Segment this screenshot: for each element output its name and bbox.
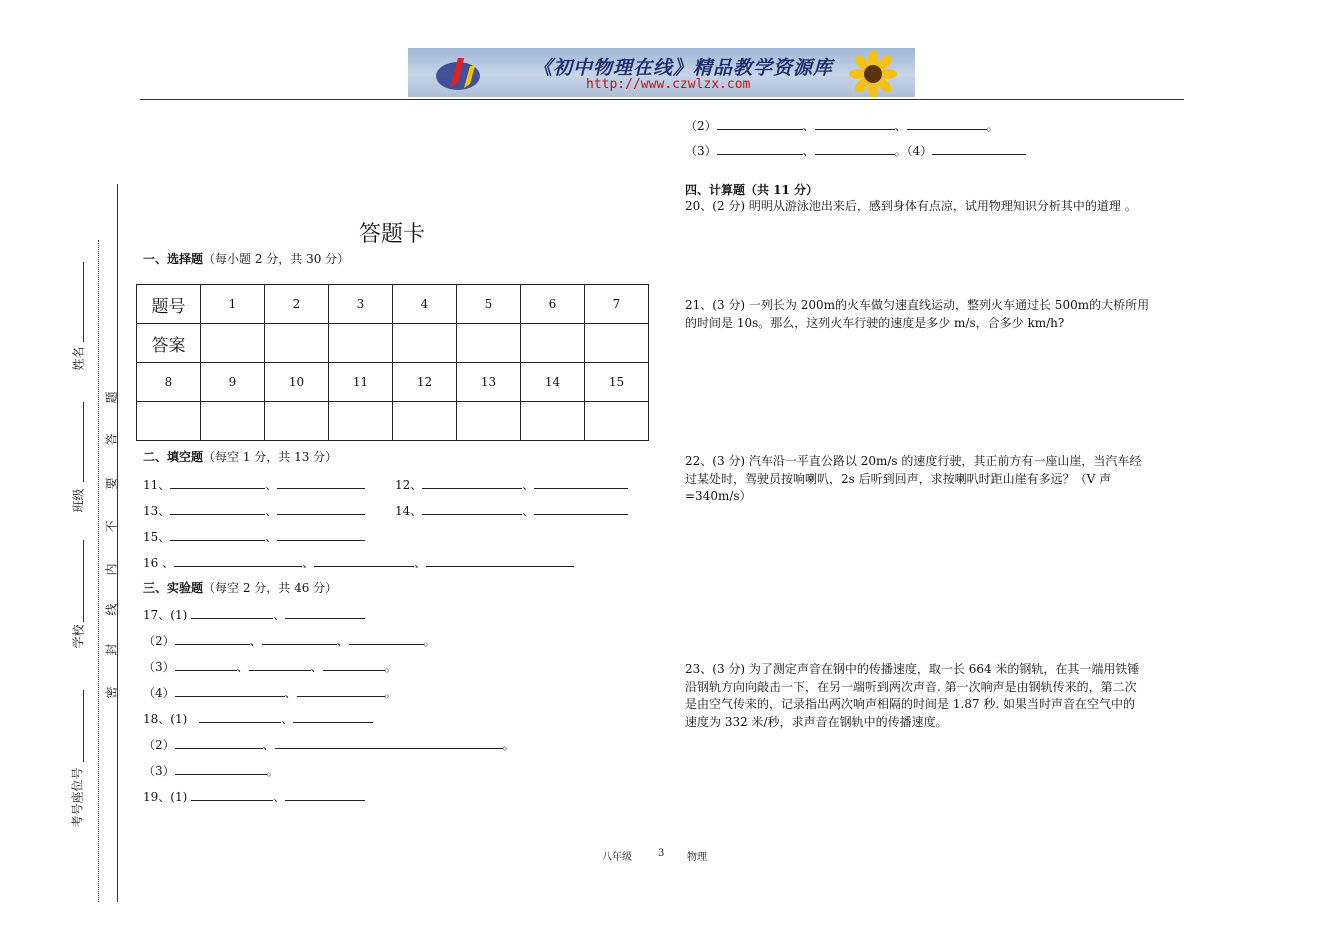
fill-q11	[143, 476, 365, 493]
separator: 、	[522, 504, 535, 518]
question-number: 9	[201, 363, 265, 402]
exp-q19-1	[143, 788, 365, 805]
header-rule	[140, 99, 1184, 100]
q-number: 19、(1)	[143, 790, 188, 804]
blank[interactable]	[191, 788, 273, 801]
section3-heading	[143, 579, 337, 596]
blank[interactable]	[191, 606, 273, 619]
blank[interactable]	[426, 554, 574, 567]
exp-q17-4	[143, 684, 397, 701]
period: 。	[502, 738, 515, 752]
answer-cell[interactable]	[457, 324, 521, 363]
blank[interactable]	[275, 736, 503, 749]
exp-q17-3	[143, 658, 397, 675]
answer-table	[136, 284, 649, 441]
q21-line: 的时间是 10s。那么，这列火车行驶的速度是多少 m/s，合多少 km/h?	[685, 315, 1065, 330]
answer-cell[interactable]	[393, 324, 457, 363]
exp-q19-2	[685, 117, 999, 134]
question-22	[685, 453, 1141, 506]
answer-cell[interactable]	[265, 402, 329, 441]
separator: 、	[302, 556, 315, 570]
question-number: 13	[457, 363, 521, 402]
table-row	[137, 363, 649, 402]
blank[interactable]	[170, 528, 265, 541]
question-number: 10	[265, 363, 329, 402]
separator: 、	[281, 712, 294, 726]
period: 。	[423, 634, 436, 648]
label-name: 姓名	[71, 346, 86, 371]
answer-cell[interactable]	[521, 402, 585, 441]
q-number: 17、(1)	[143, 608, 188, 622]
fill-q13	[143, 502, 365, 519]
blank[interactable]	[534, 476, 628, 489]
card-title: 答题卡	[359, 222, 426, 247]
blank[interactable]	[293, 710, 373, 723]
warning-char: 题	[104, 391, 119, 404]
header-banner	[408, 48, 915, 97]
q-number: （2）	[143, 634, 175, 648]
class-underline	[83, 402, 84, 482]
answer-cell[interactable]	[521, 324, 585, 363]
separator: 、	[336, 634, 349, 648]
separator: 、	[414, 556, 427, 570]
q-number: 12、	[395, 478, 423, 492]
exp-q17-1	[143, 606, 365, 623]
separator: 、	[265, 530, 278, 544]
separator: 、	[310, 660, 323, 674]
header-label-cell: 题号	[137, 285, 201, 324]
separator: 、	[265, 478, 278, 492]
label-class: 班级	[71, 488, 86, 513]
q22-line: =340m/s）	[685, 489, 752, 503]
q-number: （3）	[143, 660, 175, 674]
blank[interactable]	[285, 606, 365, 619]
q-number: （3）	[143, 764, 175, 778]
q-number: （2）	[685, 119, 717, 133]
section1-note: （每小题 2 分，共 30 分）	[203, 252, 350, 266]
section3-label: 三、实验题	[143, 581, 204, 595]
question-23	[685, 661, 1139, 731]
q21-line: 21、(3 分) 一列长为 200m的火车做匀速直线运动，整列火车通过长 500m的大桥所用	[685, 298, 1150, 312]
question-number: 7	[585, 285, 649, 324]
fill-q12	[395, 476, 628, 493]
section1-label: 一、选择题	[143, 252, 204, 266]
q-number: 15、	[143, 530, 171, 544]
blank[interactable]	[175, 632, 250, 645]
section2-note: （每空 1 分，共 13 分）	[203, 450, 338, 464]
section2-label: 二、填空题	[143, 450, 204, 464]
blank[interactable]	[422, 502, 522, 515]
footer-subject: 物理	[687, 852, 707, 863]
blank[interactable]	[170, 476, 265, 489]
warning-char: 不	[104, 520, 119, 533]
answer-cell[interactable]	[265, 324, 329, 363]
question-number: 5	[457, 285, 521, 324]
separator: 、	[273, 608, 286, 622]
question-number: 6	[521, 285, 585, 324]
sunflower-icon	[835, 48, 905, 97]
question-number: 15	[585, 363, 649, 402]
binding-dashed-line	[98, 240, 99, 902]
fill-q16	[143, 554, 574, 571]
section1-heading	[143, 250, 349, 267]
question-21	[685, 297, 1149, 332]
answer-cell[interactable]	[201, 324, 265, 363]
blank[interactable]	[277, 476, 365, 489]
question-number: 12	[393, 363, 457, 402]
q23-line: 23、(3 分) 为了测定声音在钢中的传播速度，取一长 664 米的钢轨，在其一端用铁锤	[685, 662, 1140, 676]
blank[interactable]	[262, 632, 337, 645]
separator: 、	[522, 478, 535, 492]
section2-heading	[143, 448, 337, 465]
q-number: （4）	[143, 686, 175, 700]
blank[interactable]	[323, 658, 385, 671]
blank[interactable]	[277, 528, 365, 541]
q-number: （3）	[685, 144, 717, 158]
blank[interactable]	[175, 684, 285, 697]
blank[interactable]	[175, 762, 267, 775]
logo-icon	[428, 48, 488, 97]
q22-line: 过某处时，驾驶员按响喇叭，2s 后听到回声，求按喇叭时距山崖有多远？（V 声	[685, 471, 1112, 486]
q-number: 11、	[143, 478, 171, 492]
blank[interactable]	[349, 632, 424, 645]
q-number: 14、	[395, 504, 423, 518]
q23-line: 速度为 332 米/秒，求声音在钢轨中的传播速度。	[685, 714, 948, 729]
blank[interactable]	[297, 684, 385, 697]
table-row	[137, 402, 649, 441]
exp-q18-3	[143, 762, 279, 779]
exp-q18-2	[143, 736, 515, 753]
exp-q19-3-4	[685, 142, 1026, 159]
answer-cell[interactable]	[201, 402, 265, 441]
separator: 、	[262, 738, 275, 752]
banner-title: 《初中物理在线》精品教学资源库	[533, 57, 834, 79]
blank[interactable]	[717, 117, 803, 130]
separator: 、	[284, 686, 297, 700]
answer-cell[interactable]	[457, 402, 521, 441]
blank[interactable]	[932, 142, 1026, 155]
period: 。	[384, 660, 397, 674]
section4-heading: 四、计算题（共 11 分）	[685, 183, 819, 197]
question-number: 3	[329, 285, 393, 324]
question-number: 4	[393, 285, 457, 324]
q20-text: 20、(2 分) 明明从游泳池出来后，感到身体有点凉，试用物理知识分析其中的道理 。	[685, 199, 1137, 213]
q-number: 16 、	[143, 556, 175, 570]
blank[interactable]	[815, 117, 895, 130]
label-school: 学校	[71, 624, 86, 649]
q-number: （2）	[143, 738, 175, 752]
blank[interactable]	[717, 142, 803, 155]
question-number: 14	[521, 363, 585, 402]
answer-cell[interactable]	[137, 402, 201, 441]
blank[interactable]	[422, 476, 522, 489]
blank[interactable]	[277, 502, 365, 515]
separator: 、	[249, 634, 262, 648]
question-20	[685, 198, 1137, 216]
warning-char: 要	[104, 477, 119, 490]
blank[interactable]	[249, 658, 311, 671]
fill-q14	[395, 502, 628, 519]
warning-char: 内	[104, 563, 119, 576]
blank[interactable]	[314, 554, 414, 567]
school-underline	[83, 540, 84, 622]
name-underline	[83, 262, 84, 342]
blank[interactable]	[534, 502, 628, 515]
blank[interactable]	[199, 710, 281, 723]
seat-underline	[83, 690, 84, 762]
separator: 、	[265, 504, 278, 518]
blank[interactable]	[815, 142, 895, 155]
table-row	[137, 285, 649, 324]
binding-solid-line	[117, 184, 118, 902]
table-row	[137, 324, 649, 363]
fill-q15	[143, 528, 365, 545]
separator: 、	[802, 119, 815, 133]
period: 。	[266, 764, 279, 778]
answer-cell[interactable]	[585, 324, 649, 363]
question-number: 2	[265, 285, 329, 324]
q23-line: 是由空气传来的，记录指出两次响声相隔的时间是 1.87 秒. 如果当时声音在空气中的	[685, 697, 1135, 711]
label-seat: 考号座位号	[70, 767, 85, 828]
warning-char: 线	[104, 603, 119, 616]
q22-line: 22、(3 分) 汽车沿一平直公路以 20m/s 的速度行驶，其正前方有一座山崖，当汽车经	[685, 454, 1142, 468]
blank[interactable]	[175, 658, 237, 671]
banner-url: http://www.czwlzx.com	[586, 77, 751, 92]
footer-page: 3	[658, 848, 665, 859]
warning-char: 密	[104, 686, 119, 699]
question-number: 8	[137, 363, 201, 402]
footer-grade: 八年级	[602, 852, 632, 863]
q-number: 18、(1)	[143, 712, 188, 726]
warning-char: 答	[104, 433, 119, 446]
question-number: 11	[329, 363, 393, 402]
blank[interactable]	[174, 554, 302, 567]
q-number: 13、	[143, 504, 171, 518]
exp-q18-1	[143, 710, 373, 727]
separator: 、	[236, 660, 249, 674]
blank[interactable]	[285, 788, 365, 801]
answer-cell[interactable]	[329, 324, 393, 363]
blank[interactable]	[907, 117, 987, 130]
period: 。	[986, 119, 999, 133]
question-number: 1	[201, 285, 265, 324]
answer-cell[interactable]	[585, 402, 649, 441]
exp-q17-2	[143, 632, 436, 649]
answer-cell[interactable]	[393, 402, 457, 441]
answer-label-cell: 答案	[137, 324, 201, 363]
separator: 、	[802, 144, 815, 158]
separator: 、	[273, 790, 286, 804]
q23-line: 沿钢轨方向向敲击一下，在另一端听到两次声音. 第一次响声是由钢轨传来的，第二次	[685, 679, 1137, 694]
warning-char: 封	[104, 643, 119, 656]
answer-cell[interactable]	[329, 402, 393, 441]
section3-note: （每空 2 分，共 46 分）	[203, 581, 338, 595]
separator: 、	[894, 119, 907, 133]
blank[interactable]	[170, 502, 265, 515]
q-number: 。（4）	[894, 144, 933, 158]
blank[interactable]	[175, 736, 263, 749]
period: 。	[384, 686, 397, 700]
